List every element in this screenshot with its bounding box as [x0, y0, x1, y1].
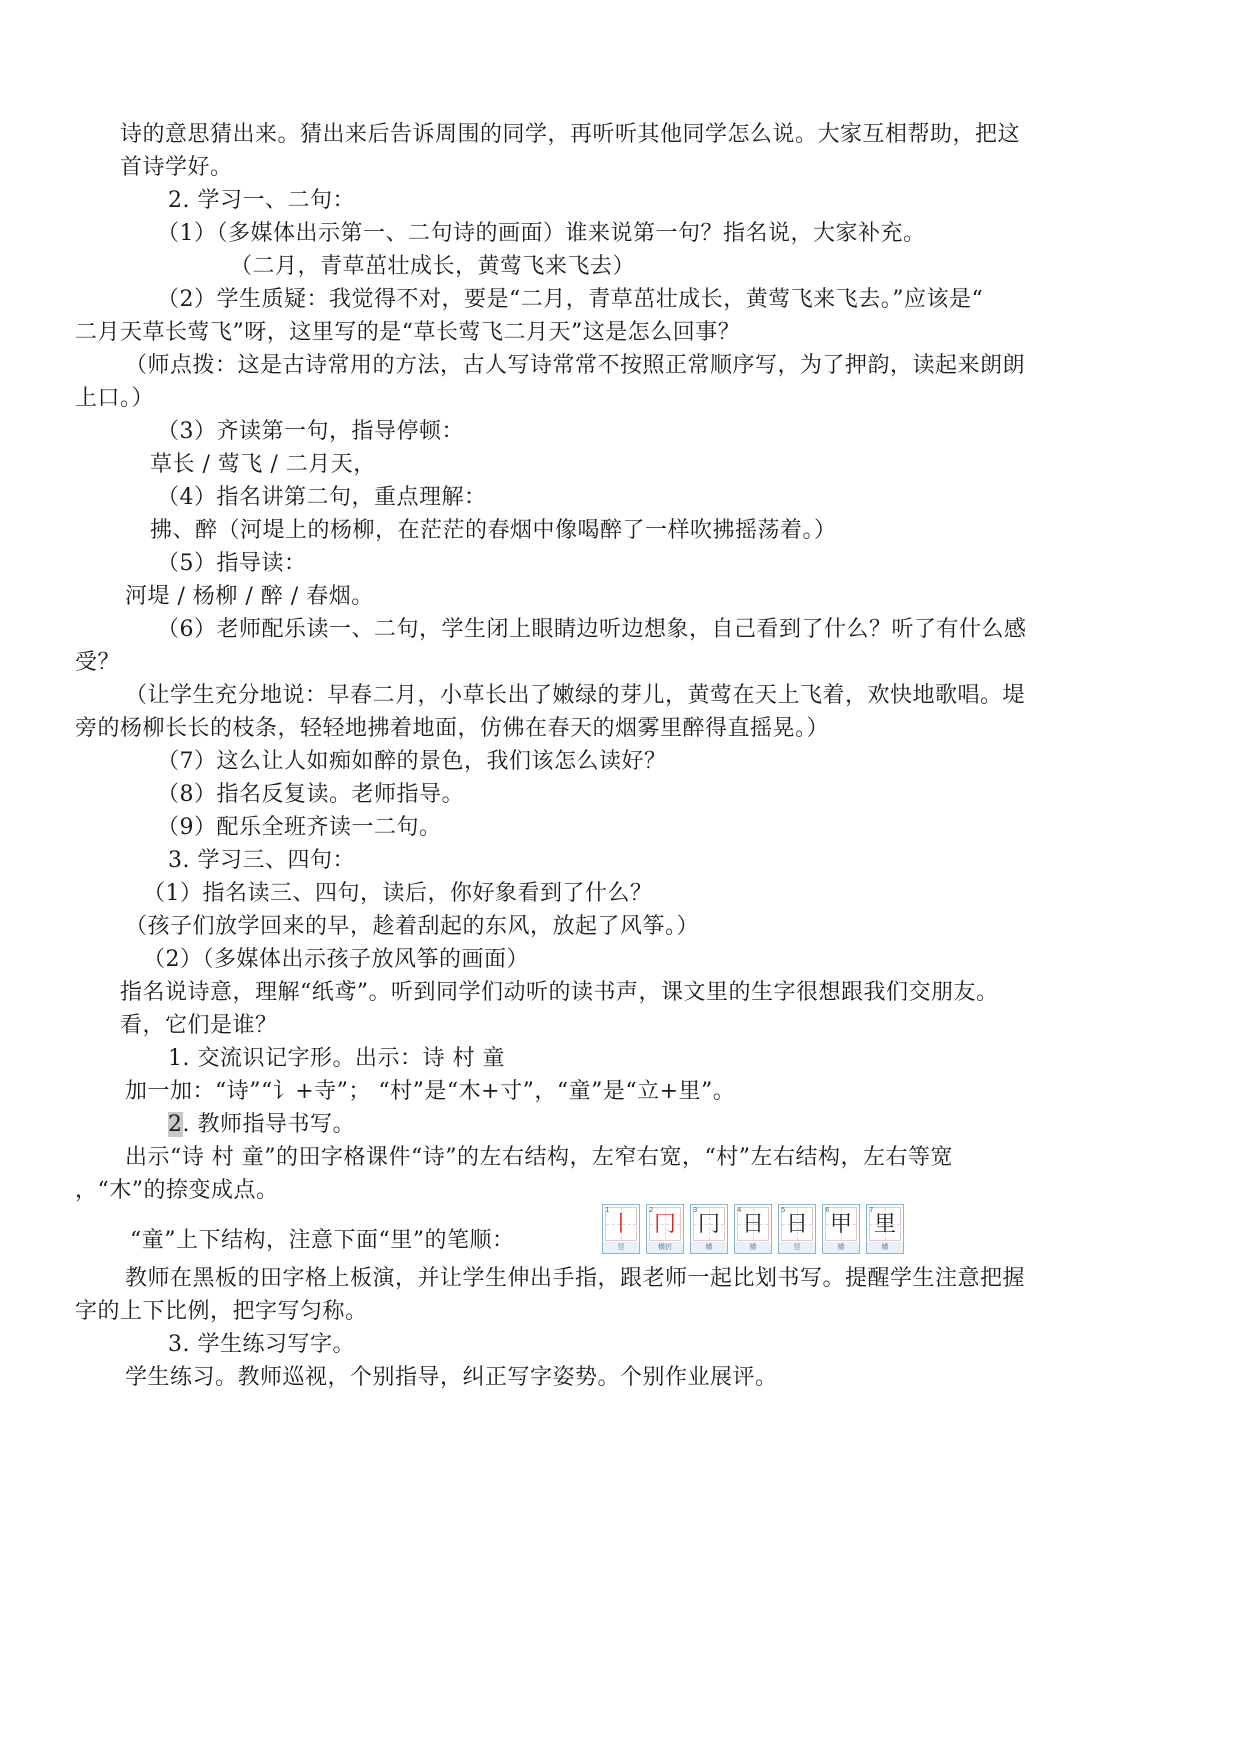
section-heading: 1. 交流识记字形。出示：诗 村 童 [168, 1046, 505, 1071]
text-line: 拂、醉（河堤上的杨柳，在茫茫的春烟中像喝醉了一样吹拂摇荡着。） [150, 518, 837, 543]
stroke-step: 1 丨 竖 [602, 1204, 640, 1254]
text-line: （8）指名反复读。老师指导。 [157, 782, 464, 807]
text-line: （1）指名读三、四句，读后，你好象看到了什么？ [143, 881, 653, 906]
text-line: 首诗学好。 [120, 155, 233, 180]
heading-text: . 教师指导书写。 [182, 1112, 355, 1137]
text-line: （6）老师配乐读一、二句，学生闭上眼睛边听边想象，自己看到了什么？听了有什么感 [157, 617, 1027, 642]
highlighted-number: 2 [168, 1112, 183, 1137]
stroke-step: 4 日 横 [734, 1204, 772, 1254]
text-line: 受？ [75, 650, 121, 675]
text-line: 旁的杨柳长长的枝条，轻轻地拂着地面，仿佛在春天的烟雾里醉得直摇晃。） [75, 716, 830, 741]
stroke-step: 3 冂 横 [690, 1204, 728, 1254]
text-line: （3）齐读第一句，指导停顿： [157, 419, 464, 444]
text-line: 加一加：“诗”“讠+寺”； “村”是“木+寸”，“童”是“立+里”。 [125, 1079, 736, 1104]
text-line: 诗的意思猜出来。猜出来后告诉周围的同学，再听听其他同学怎么说。大家互相帮助，把这 [120, 122, 1021, 147]
text-line: （4）指名讲第二句，重点理解： [157, 485, 487, 510]
section-heading: 3. 学习三、四句： [168, 848, 355, 873]
text-line: 出示“诗 村 童”的田字格课件“诗”的左右结构，左窄右宽，“村”左右结构，左右等宽 [125, 1145, 953, 1170]
text-line: 教师在黑板的田字格上板演，并让学生伸出手指，跟老师一起比划书写。提醒学生注意把握 [125, 1266, 1026, 1291]
text-line: （1）（多媒体出示第一、二句诗的画面）谁来说第一句？指名说，大家补充。 [157, 221, 926, 246]
section-heading: 2. 学习一、二句： [168, 188, 355, 213]
text-line: 上口。） [75, 386, 155, 411]
section-heading: 3. 学生练习写字。 [168, 1332, 355, 1357]
stroke-step: 2 冂 横折 [646, 1204, 684, 1254]
text-line: 指名说诗意，理解“纸鸢”。听到同学们动听的读书声，课文里的生字很想跟我们交朋友。 [120, 980, 999, 1005]
text-line: 河堤 / 杨柳 / 醉 / 春烟。 [125, 584, 374, 609]
text-line: 学生练习。教师巡视，个别指导，纠正写字姿势。个别作业展评。 [125, 1365, 778, 1390]
section-heading [168, 1110, 355, 1140]
text-line: （孩子们放学回来的早，趁着刮起的东风，放起了风筝。） [125, 914, 700, 939]
text-line: （5）指导读： [157, 551, 307, 576]
text-line: （2）学生质疑：我觉得不对，要是“二月，青草茁壮成长，黄莺飞来飞去。”应该是“ [157, 287, 984, 312]
text-line: （让学生充分地说：早春二月，小草长出了嫩绿的芽儿，黄莺在天上飞着，欢快地歌唱。堤 [125, 683, 1026, 708]
stroke-order-figure [602, 1204, 904, 1256]
text-line: （7）这么让人如痴如醉的景色，我们该怎么读好？ [157, 749, 667, 774]
text-line: 看，它们是谁？ [120, 1013, 278, 1038]
stroke-step: 5 日 竖 [778, 1204, 816, 1254]
text-line: “童”上下结构，注意下面“里”的笔顺： [130, 1228, 515, 1253]
text-line: ，“木”的捺变成点。 [75, 1178, 279, 1203]
text-line: 二月天草长莺飞”呀，这里写的是“草长莺飞二月天”这是怎么回事？ [75, 320, 741, 345]
stroke-step: 6 甲 横 [822, 1204, 860, 1254]
text-line: （二月，青草茁壮成长，黄莺飞来飞去） [230, 254, 636, 279]
text-line: （9）配乐全班齐读一二句。 [157, 815, 442, 840]
text-line: 草长 / 莺飞 / 二月天， [150, 452, 376, 477]
text-line: （师点拨：这是古诗常用的方法，古人写诗常常不按照正常顺序写，为了押韵，读起来朗朗 [125, 353, 1026, 378]
text-line: （2）（多媒体出示孩子放风筝的画面） [143, 947, 529, 972]
text-line: 字的上下比例，把字写匀称。 [75, 1299, 368, 1324]
stroke-step: 7 里 横 [866, 1204, 904, 1254]
